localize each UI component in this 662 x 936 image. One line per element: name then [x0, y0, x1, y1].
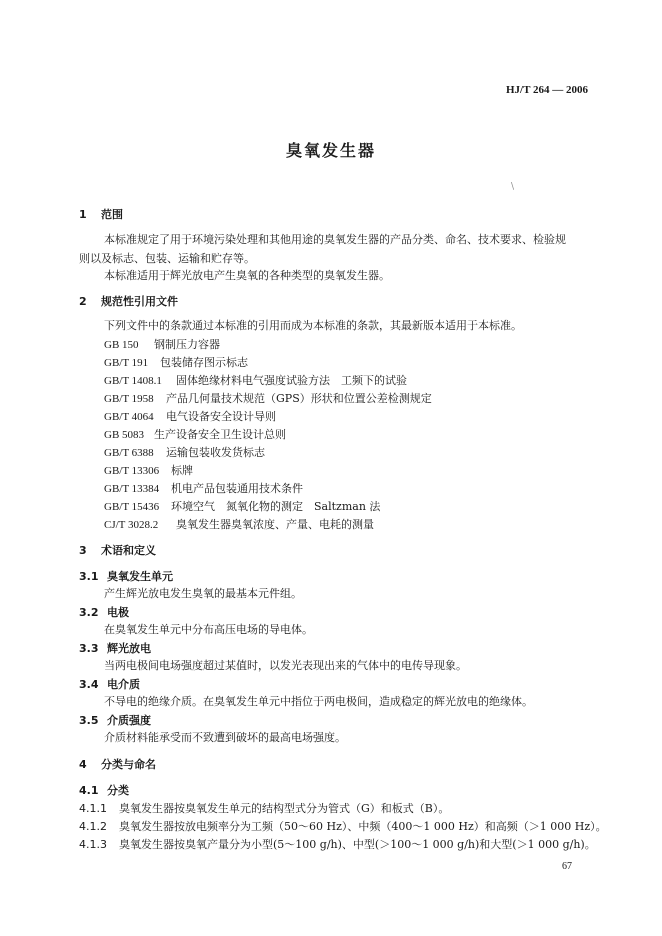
reference-name: 臭氧发生器臭氧浓度、产量、电耗的测量	[176, 518, 374, 531]
section-title: 术语和定义	[101, 544, 156, 557]
standard-code: HJ/T 264 — 2006	[505, 84, 588, 96]
term-name: 介质强度	[107, 714, 151, 727]
term-heading	[79, 679, 140, 690]
reference-name: 机电产品包装通用技术条件	[171, 482, 303, 495]
term-name: 臭氧发生单元	[107, 570, 173, 583]
reference-item	[104, 429, 286, 441]
reference-name: 电气设备安全设计导则	[166, 410, 276, 423]
reference-name: 标牌	[171, 464, 193, 477]
section-title: 范围	[101, 208, 123, 221]
clause-number: 4.1.2	[79, 820, 107, 833]
reference-code: GB/T 13384	[104, 483, 160, 495]
reference-code: GB/T 1958	[104, 393, 154, 405]
term-definition: 当两电极间电场强度超过某值时，以发光表现出来的气体中的电传导现象。	[104, 659, 467, 672]
term-name: 电极	[107, 606, 129, 619]
reference-item	[104, 411, 276, 423]
scope-paragraph-2: 本标准适用于辉光放电产生臭氧的各种类型的臭氧发生器。	[104, 269, 390, 282]
term-number: 3.2	[79, 606, 99, 619]
clause-number: 4.1.3	[79, 838, 107, 851]
scan-mark: \	[511, 182, 515, 192]
reference-name: 产品几何量技术规范（GPS）形状和位置公差检测规定	[166, 392, 432, 405]
section-number: 2	[79, 295, 87, 308]
clause-item	[79, 839, 596, 850]
subsection-title: 分类	[107, 784, 129, 797]
reference-code: GB/T 6388	[104, 447, 154, 459]
scope-paragraph-line-1: 本标准规定了用于环境污染处理和其他用途的臭氧发生器的产品分类、命名、技术要求、检验规	[104, 233, 566, 246]
term-heading	[79, 607, 129, 618]
term-name: 辉光放电	[107, 642, 151, 655]
reference-name: 环境空气 氮氧化物的测定 Saltzman 法	[171, 500, 381, 513]
reference-name: 钢制压力容器	[154, 338, 220, 351]
reference-name: 生产设备安全卫生设计总则	[154, 428, 286, 441]
clause-item	[79, 821, 607, 832]
reference-item	[104, 519, 374, 531]
reference-code: GB/T 1408.1	[104, 375, 162, 387]
reference-item	[104, 501, 380, 513]
section-3-heading	[79, 545, 156, 556]
section-1-heading	[79, 209, 123, 220]
reference-name: 固体绝缘材料电气强度试验方法 工频下的试验	[176, 374, 407, 387]
reference-item	[104, 375, 407, 387]
term-definition: 介质材料能承受而不致遭到破坏的最高电场强度。	[104, 731, 346, 744]
section-4-heading	[79, 759, 156, 770]
section-2-heading	[79, 296, 178, 307]
reference-code: GB 150	[104, 339, 139, 351]
section-title: 规范性引用文件	[101, 295, 178, 308]
term-number: 3.5	[79, 714, 99, 727]
document-title: 臭氧发生器	[285, 141, 376, 160]
reference-item	[104, 357, 248, 369]
reference-code: GB/T 4064	[104, 411, 154, 423]
reference-name: 包装储存图示标志	[160, 356, 248, 369]
reference-code: GB/T 15436	[104, 501, 160, 513]
term-number: 3.3	[79, 642, 99, 655]
clause-item	[79, 803, 449, 814]
term-definition: 在臭氧发生单元中分布高压电场的导电体。	[104, 623, 313, 636]
subsection-number: 4.1	[79, 784, 99, 797]
reference-item	[104, 393, 432, 405]
term-number: 3.4	[79, 678, 99, 691]
clause-number: 4.1.1	[79, 802, 107, 815]
scope-paragraph-line-2: 则以及标志、包装、运输和贮存等。	[79, 252, 255, 265]
references-intro: 下列文件中的条款通过本标准的引用而成为本标准的条款，其最新版本适用于本标准。	[104, 319, 522, 332]
term-name: 电介质	[107, 678, 140, 691]
reference-item	[104, 465, 193, 477]
term-number: 3.1	[79, 570, 99, 583]
reference-code: GB 5083	[104, 429, 145, 441]
section-number: 1	[79, 208, 87, 221]
term-definition: 产生辉光放电发生臭氧的最基本元件组。	[104, 587, 302, 600]
page-number: 67	[562, 861, 572, 872]
reference-item	[104, 339, 220, 351]
term-heading	[79, 715, 151, 726]
term-heading	[79, 571, 173, 582]
term-heading	[79, 643, 151, 654]
section-title: 分类与命名	[101, 758, 156, 771]
clause-text: 臭氧发生器按放电频率分为工频（50～60 Hz）、中频（400～1 000 Hz）和高频（＞1 000 Hz）。	[119, 820, 607, 833]
term-definition: 不导电的绝缘介质。在臭氧发生单元中指位于两电极间，造成稳定的辉光放电的绝缘体。	[104, 695, 533, 708]
section-number: 3	[79, 544, 87, 557]
reference-code: GB/T 13306	[104, 465, 160, 477]
reference-name: 运输包装收发货标志	[166, 446, 265, 459]
reference-item	[104, 483, 303, 495]
section-number: 4	[79, 758, 87, 771]
clause-text: 臭氧发生器按臭氧产量分为小型(5～100 g/h)、中型(＞100～1 000 g/h)和大型(＞1 000 g/h)。	[119, 838, 596, 851]
reference-code: GB/T 191	[104, 357, 149, 369]
subsection-heading	[79, 785, 129, 796]
reference-code: CJ/T 3028.2	[104, 519, 159, 531]
clause-text: 臭氧发生器按臭氧发生单元的结构型式分为管式（G）和板式（B）。	[119, 802, 450, 815]
reference-item	[104, 447, 265, 459]
